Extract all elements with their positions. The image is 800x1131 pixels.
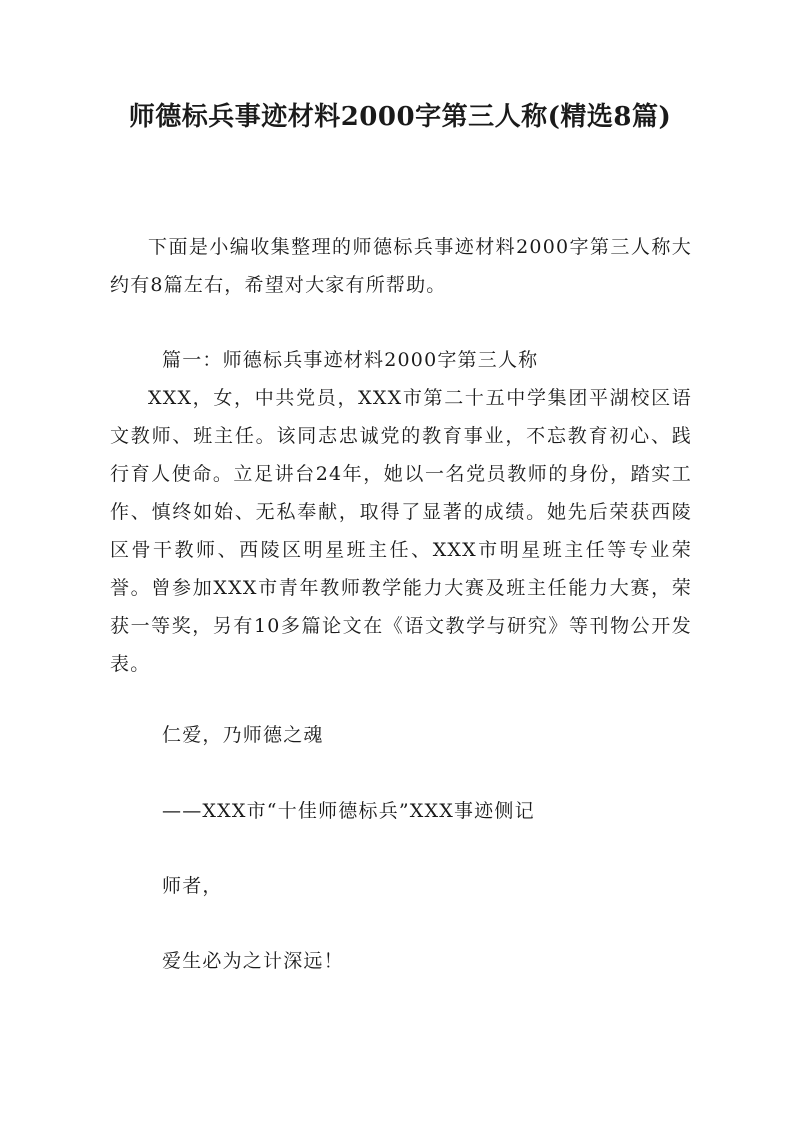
text-line-love: 爱生必为之计深远！ (162, 950, 344, 972)
article-title: 仁爱，乃师德之魂 (162, 724, 324, 746)
section-heading: 篇一：师德标兵事迹材料2000字第三人称 (162, 349, 539, 371)
intro-paragraph: 下面是小编收集整理的师德标兵事迹材料2000字第三人称大约有8篇左右，希望对大家有所帮助。 (110, 236, 692, 296)
profile-paragraph: XXX，女，中共党员，XXX市第二十五中学集团平湖校区语文教师、班主任。该同志忠诚党的教育事业，不忘教育初心、践行育人使命。立足讲台24年，她以一名党员教师的身份，踏实工作、慎终如始、无私奉献，取得了显著的成绩。她先后荣获西陵区骨干教师、西陵区明星班主任、XXX市明星班主任等专业荣誉。曾参加XXX市青年教师教学能力大赛及班主任能力大赛，荣获一等奖，另有10多篇论文在《语文教学与研究》等刊物公开发表。 (110, 387, 692, 675)
document-title: 师德标兵事迹材料2000字第三人称(精选8篇) (128, 102, 672, 132)
article-subtitle: ——XXX市“十佳师德标兵”XXX事迹侧记 (162, 800, 535, 822)
text-line-teacher: 师者， (162, 875, 223, 897)
